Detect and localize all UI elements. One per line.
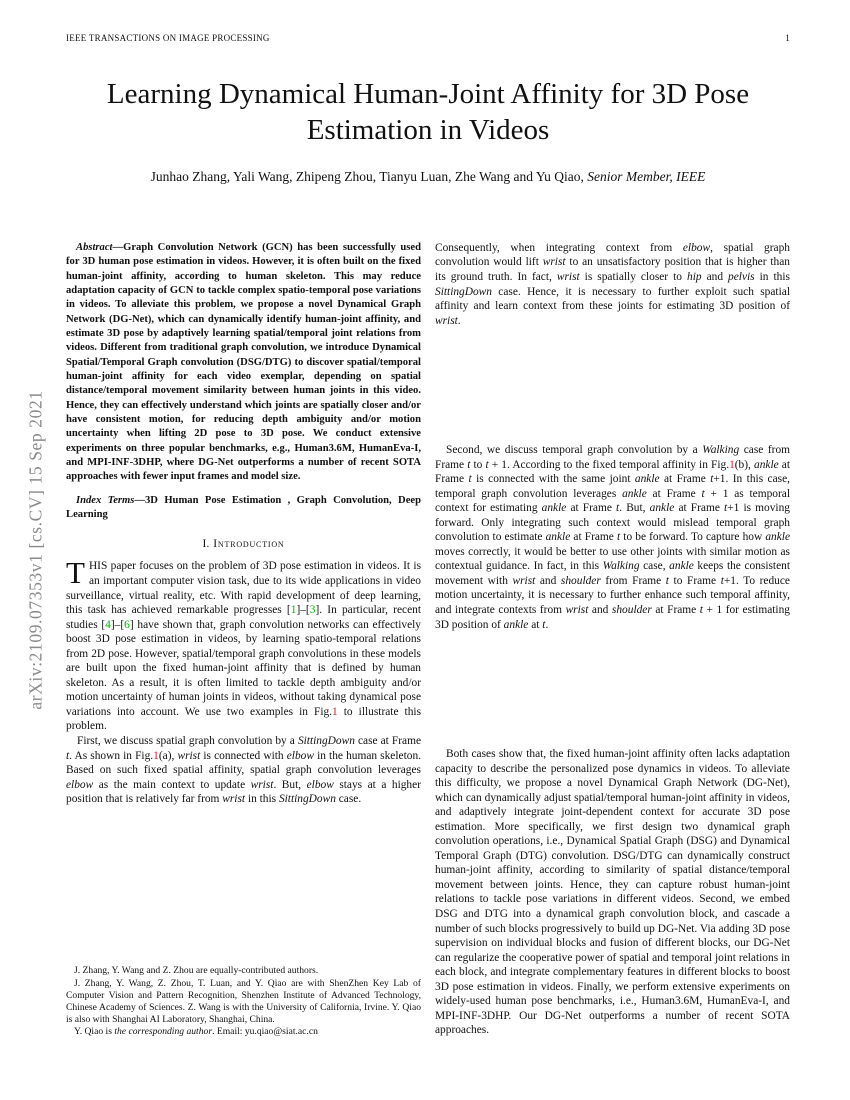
intro-paragraph-1 <box>66 555 422 734</box>
running-header <box>66 33 790 43</box>
arxiv-watermark: arXiv:2109.07353v1 [cs.CV] 15 Sep 2021 <box>25 390 46 710</box>
journal-name: IEEE TRANSACTIONS ON IMAGE PROCESSING <box>66 33 270 43</box>
citation-link[interactable]: 4 <box>105 618 111 631</box>
citation-link[interactable]: 3 <box>309 604 316 617</box>
left-column <box>66 241 421 1038</box>
intro-paragraph-1-text: HIS paper focuses on the problem of 3D pose estimation in videos. It is an important computer vision task, due to its wide applications in video surveillance, virtual reality, etc. With rapid development of deep learning, this task has achieved remarkable progresses [1]–[3]. In particular, recent studies [4]–[6] have shown that, graph convolution networks can effectively boost 3D pose estimation in videos, by learning spatio-temporal relations from 2D pose. However, spatial/temporal graph convolutions in these models are built upon the fixed human-joint affinity that is defined by human skeleton. As a result, it is often limited to tackle depth ambiguity and/or motion uncertainty of human joints in videos, without taking dynamical pose variations into account. We use two examples in Fig.1 to illustrate this problem. <box>66 560 422 733</box>
author-footnotes <box>66 965 421 1037</box>
figure-ref-link[interactable]: 1 <box>153 749 159 762</box>
right-paragraph-1: Consequently, when integrating context from elbow, spatial graph convolution would lift wrist to an unsatisfactory position that is higher than its ground truth. In fact, wrist is spatially closer to hip and pelvis in this SittingDown case. Hence, it is necessary to further exploit such spatial affinity and learn context from these joints for estimating 3D position of wrist. <box>435 241 790 327</box>
author-line: Junhao Zhang, Yali Wang, Zhipeng Zhou, Tianyu Luan, Zhe Wang and Yu Qiao, Senior Member, IEEE <box>150 168 706 184</box>
right-paragraph-2: Second, we discuss temporal graph convolution by a Walking case from Frame t to t + 1. According to the fixed temporal affinity in Fig.1(b), ankle at Frame t is connected with the same joint ankle at Frame t+1. In this case, temporal graph convolution leverages ankle at Frame t + 1 as temporal context for estimating ankle at Frame t. But, ankle at Frame t+1 is moving forward. Only integrating such context would mislead temporal graph convolution to estimate ankle at Frame t to be forward. To capture how ankle moves correctly, it would be better to use other joints with similar motion as contextual guidance. In fact, in this Walking case, ankle keeps the consistent movement with wrist and shoulder from Frame t to Frame t+1. To reduce motion uncertainty, it is necessary to further enhance such temporal affinity, and integrate contexts from wrist and shoulder at Frame t + 1 for estimating 3D position of ankle at t. <box>435 444 791 631</box>
footnote-affiliations: J. Zhang, Y. Wang, Z. Zhou, T. Luan, and Y. Qiao are with ShenZhen Key Lab of Computer Vision and Pattern Recognition, Shenzhen Institute of Advanced Technology, Chinese Academy of Sciences. Z. Wang is with the University of California, Irvine. Y. Qiao is also with Shanghai AI Laboratory, Shanghai, China. <box>66 977 421 1025</box>
figure-ref-link[interactable]: 1 <box>332 705 338 718</box>
section-heading-introduction <box>66 537 421 550</box>
section-name: Introduction <box>213 537 285 551</box>
right-paragraph-3: Both cases show that, the fixed human-joint affinity often lacks adaptation capacity to describe the personalized pose dynamics in videos. To alleviate this difficulty, we propose a novel Dynamical Graph Network (DG-Net), which can dynamically adjust spatial/temporal human-joint affinity in videos, and adaptively integrate joint-dependent context for accurate 3D pose estimation. More specifically, we first design two dynamical graph convolution operations, i.e., Dynamical Spatial Graph (DSG) and Dynamical Temporal Graph (DTG) convolution. DSG/DTG can dynamically construct human-joint affinity, according to similarity of spatial distance/temporal movement between joints. Hence, they can capture robust human-joint relations to tackle pose variations in different videos. Second, we embed DSG and DTG into a dynamical graph convolution block, and cascade a number of such blocks progressively to build up DG-Net. Via adding 3D pose supervision on individual blocks and fusion of different blocks, our DG-Net can regularize the cooperative power of spatial and temporal joint relations in each block, and integrate complementary features in different blocks to boost 3D pose estimation in videos. Finally, we perform extensive experiments on widely-used human pose benchmarks, i.e., Human3.6M, HumanEva-I, and MPI-INF-3DHP. Our DG-Net outperforms a number of recent SOTA approaches. <box>435 747 791 1037</box>
citation-link[interactable]: 1 <box>290 604 297 617</box>
index-terms-paragraph: Index Terms—3D Human Pose Estimation , Graph Convolution, Deep Learning <box>66 494 421 521</box>
abstract-paragraph: Abstract—Graph Convolution Network (GCN) has been successfully used for 3D human pose estimation in videos. However, it is often built on the fixed human-joint affinity, according to human skeleton. This may reduce adaptation capacity of GCN to tackle complex spatio-temporal pose variations in videos. To alleviate this problem, we propose a novel Dynamical Graph Network (DG-Net), which can dynamically identify human-joint affinity, and estimate 3D pose by adaptively learning spatial/temporal joint relations from videos. Different from traditional graph convolution, we introduce Dynamical Spatial/Temporal Graph convolution (DSG/DTG) to discover spatial/temporal human-joint affinity for each video exemplar, depending on spatial distance/temporal movement similarity between human joints in this video. Hence, they can effectively understand which joints are spatially closer and/or have consistent motion, for reducing depth ambiguity and/or motion uncertainty when lifting 2D pose to 3D pose. We conduct extensive experiments on three popular benchmarks, e.g., Human3.6M, HumanEva-I, and MPI-INF-3DHP, where DG-Net outperforms a number of recent SOTA approaches with fewer input frames and model size. <box>66 241 421 483</box>
page-number: 1 <box>785 33 790 43</box>
figure-ref-link[interactable]: 1 <box>729 458 735 471</box>
citation-link[interactable]: 6 <box>124 618 130 631</box>
section-number: I. <box>202 537 210 551</box>
right-column <box>435 241 790 1038</box>
drop-cap: T <box>66 555 85 591</box>
intro-paragraph-2: First, we discuss spatial graph convolution by a SittingDown case at Frame t. As shown in Fig.1(a), wrist is connected with elbow in the human skeleton. Based on such fixed spatial affinity, spatial graph convolution leverages elbow as the main context to update wrist. But, elbow stays at a higher position that is relatively far from wrist in this SittingDown case. <box>66 735 421 806</box>
footnote-corresponding-author: Y. Qiao is the corresponding author. Email: yu.qiao@siat.ac.cn <box>74 1025 318 1037</box>
paper-title: Learning Dynamical Human-Joint Affinity for 3D Pose Estimation in Videos <box>106 78 750 146</box>
footnote-equal-contribution: J. Zhang, Y. Wang and Z. Zhou are equally-contributed authors. <box>74 965 319 977</box>
two-column-body <box>66 241 790 1038</box>
